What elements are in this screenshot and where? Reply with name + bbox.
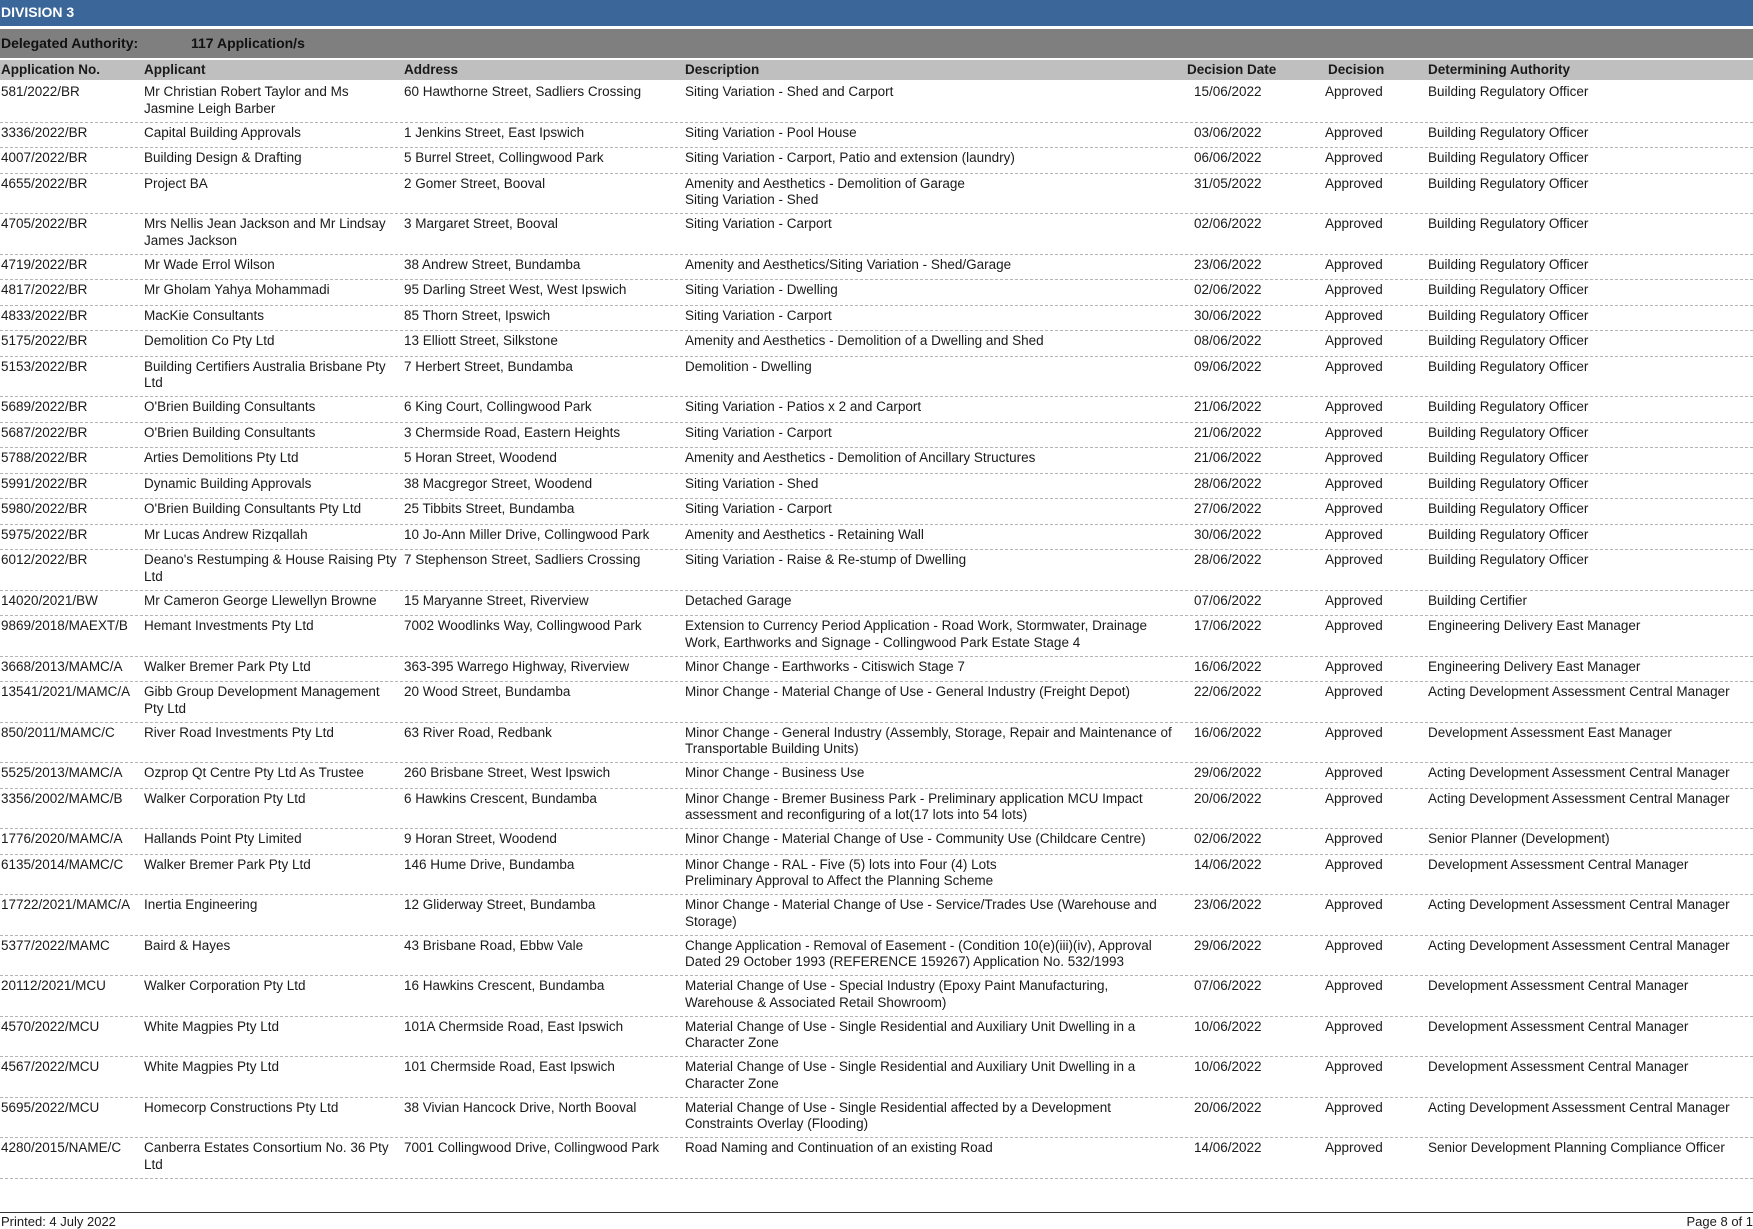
description-cell: Material Change of Use - Special Industry (Epoxy Paint Manufacturing, Warehouse & Associated Retail Showroom) [685,978,1175,1011]
application-number-cell: 850/2011/MAMC/C [1,725,115,742]
delegated-authority-label: Delegated Authority: [1,29,138,58]
decision-cell: Approved [1325,216,1383,233]
table-row [0,1017,1753,1058]
determining-authority-cell: Acting Development Assessment Central Manager [1428,791,1730,808]
table-row [0,936,1753,977]
description-cell: Amenity and Aesthetics - Demolition of Ancillary Structures [685,450,1175,467]
determining-authority-cell: Building Regulatory Officer [1428,216,1588,233]
description-cell: Siting Variation - Pool House [685,125,1175,142]
decision-date-cell: 20/06/2022 [1194,1100,1262,1117]
decision-date-cell: 07/06/2022 [1194,593,1262,610]
determining-authority-cell: Acting Development Assessment Central Manager [1428,765,1730,782]
applicant-cell: River Road Investments Pty Ltd [144,725,399,742]
application-number-cell: 5695/2022/MCU [1,1100,99,1117]
decision-cell: Approved [1325,897,1383,914]
applicant-cell: White Magpies Pty Ltd [144,1059,399,1076]
page-number: Page 8 of 1 [1687,1214,1753,1229]
determining-authority-cell: Development Assessment East Manager [1428,725,1672,742]
column-header-description: Description [685,60,759,80]
application-number-cell: 4833/2022/BR [1,308,87,325]
application-number-cell: 5525/2013/MAMC/A [1,765,123,782]
determining-authority-cell: Senior Planner (Development) [1428,831,1610,848]
applicant-cell: Walker Corporation Pty Ltd [144,978,399,995]
decision-date-cell: 06/06/2022 [1194,150,1262,167]
applicant-cell: O'Brien Building Consultants [144,425,399,442]
description-cell: Siting Variation - Shed [685,476,1175,493]
decision-date-cell: 23/06/2022 [1194,257,1262,274]
address-cell: 7 Herbert Street, Bundamba [404,359,573,376]
applicant-cell: Mr Christian Robert Taylor and Ms Jasmine Leigh Barber [144,84,399,117]
determining-authority-cell: Building Certifier [1428,593,1527,610]
table-row [0,763,1753,789]
determining-authority-cell: Building Regulatory Officer [1428,333,1588,350]
application-number-cell: 5788/2022/BR [1,450,87,467]
decision-cell: Approved [1325,176,1383,193]
description-cell: Detached Garage [685,593,1175,610]
application-number-cell: 4719/2022/BR [1,257,87,274]
column-header-application-no: Application No. [1,60,100,80]
address-cell: 260 Brisbane Street, West Ipswich [404,765,610,782]
applicant-cell: Inertia Engineering [144,897,399,914]
decision-cell: Approved [1325,552,1383,569]
decision-cell: Approved [1325,399,1383,416]
decision-date-cell: 02/06/2022 [1194,282,1262,299]
description-cell: Siting Variation - Carport [685,308,1175,325]
decision-date-cell: 17/06/2022 [1194,618,1262,635]
table-row [0,148,1753,174]
applicant-cell: Capital Building Approvals [144,125,399,142]
table-row [0,499,1753,525]
decision-date-cell: 21/06/2022 [1194,450,1262,467]
description-cell: Minor Change - Material Change of Use - General Industry (Freight Depot) [685,684,1175,701]
address-cell: 5 Horan Street, Woodend [404,450,557,467]
determining-authority-cell: Building Regulatory Officer [1428,425,1588,442]
description-cell: Siting Variation - Carport, Patio and extension (laundry) [685,150,1175,167]
decision-date-cell: 21/06/2022 [1194,399,1262,416]
description-cell: Siting Variation - Patios x 2 and Carport [685,399,1175,416]
applicant-cell: Demolition Co Pty Ltd [144,333,399,350]
decision-cell: Approved [1325,1140,1383,1157]
decision-cell: Approved [1325,659,1383,676]
determining-authority-cell: Building Regulatory Officer [1428,527,1588,544]
application-number-cell: 9869/2018/MAEXT/B [1,618,128,635]
determining-authority-cell: Acting Development Assessment Central Manager [1428,897,1730,914]
application-number-cell: 4007/2022/BR [1,150,87,167]
address-cell: 12 Gliderway Street, Bundamba [404,897,595,914]
applicant-cell: Gibb Group Development Management Pty Ltd [144,684,399,717]
application-number-cell: 6012/2022/BR [1,552,87,569]
address-cell: 101A Chermside Road, East Ipswich [404,1019,623,1036]
applicant-cell: Mr Gholam Yahya Mohammadi [144,282,399,299]
address-cell: 5 Burrel Street, Collingwood Park [404,150,604,167]
applicant-cell: Mr Cameron George Llewellyn Browne [144,593,399,610]
application-number-cell: 14020/2021/BW [1,593,98,610]
application-number-cell: 5377/2022/MAMC [1,938,110,955]
determining-authority-cell: Building Regulatory Officer [1428,125,1588,142]
application-number-cell: 4567/2022/MCU [1,1059,99,1076]
applicant-cell: Hallands Point Pty Limited [144,831,399,848]
table-row [0,280,1753,306]
description-cell: Minor Change - Earthworks - Citiswich Stage 7 [685,659,1175,676]
applicant-cell: Walker Bremer Park Pty Ltd [144,659,399,676]
description-cell: Material Change of Use - Single Residential affected by a Development Constraints Overlay (Flooding) [685,1100,1175,1133]
address-cell: 7002 Woodlinks Way, Collingwood Park [404,618,642,635]
address-cell: 6 King Court, Collingwood Park [404,399,592,416]
decision-date-cell: 30/06/2022 [1194,527,1262,544]
address-cell: 7 Stephenson Street, Sadliers Crossing [404,552,640,569]
determining-authority-cell: Building Regulatory Officer [1428,476,1588,493]
determining-authority-cell: Building Regulatory Officer [1428,84,1588,101]
description-cell: Minor Change - Material Change of Use - Service/Trades Use (Warehouse and Storage) [685,897,1175,930]
decision-cell: Approved [1325,1059,1383,1076]
table-row [0,829,1753,855]
description-cell: Siting Variation - Shed and Carport [685,84,1175,101]
decision-cell: Approved [1325,527,1383,544]
address-cell: 146 Hume Drive, Bundamba [404,857,574,874]
application-count: 117 Application/s [191,29,305,58]
determining-authority-cell: Development Assessment Central Manager [1428,1019,1688,1036]
decision-cell: Approved [1325,476,1383,493]
description-cell: Amenity and Aesthetics - Retaining Wall [685,527,1175,544]
applicant-cell: Mr Lucas Andrew Rizqallah [144,527,399,544]
address-cell: 20 Wood Street, Bundamba [404,684,570,701]
table-row [0,255,1753,281]
determining-authority-cell: Building Regulatory Officer [1428,257,1588,274]
application-number-cell: 5687/2022/BR [1,425,87,442]
decision-date-cell: 29/06/2022 [1194,765,1262,782]
address-cell: 38 Andrew Street, Bundamba [404,257,580,274]
decision-date-cell: 23/06/2022 [1194,897,1262,914]
table-row [0,616,1753,657]
decision-cell: Approved [1325,831,1383,848]
application-number-cell: 4655/2022/BR [1,176,87,193]
description-cell: Minor Change - Bremer Business Park - Preliminary application MCU Impact assessment and reconfiguring of a lot(17 lots into 54 lots) [685,791,1175,824]
description-cell: Minor Change - Business Use [685,765,1175,782]
applicant-cell: Homecorp Constructions Pty Ltd [144,1100,399,1117]
address-cell: 6 Hawkins Crescent, Bundamba [404,791,597,808]
determining-authority-cell: Building Regulatory Officer [1428,552,1588,569]
decision-date-cell: 21/06/2022 [1194,425,1262,442]
description-cell: Amenity and Aesthetics/Siting Variation - Shed/Garage [685,257,1175,274]
decision-date-cell: 02/06/2022 [1194,831,1262,848]
applicant-cell: Mrs Nellis Jean Jackson and Mr Lindsay James Jackson [144,216,399,249]
description-cell: Minor Change - RAL - Five (5) lots into Four (4) Lots Preliminary Approval to Affect the Planning Scheme [685,857,1175,890]
description-cell: Road Naming and Continuation of an existing Road [685,1140,1175,1157]
application-number-cell: 3668/2013/MAMC/A [1,659,123,676]
application-number-cell: 6135/2014/MAMC/C [1,857,123,874]
application-number-cell: 581/2022/BR [1,84,80,101]
table-row [0,174,1753,215]
description-cell: Siting Variation - Carport [685,216,1175,233]
decision-cell: Approved [1325,857,1383,874]
column-header-address: Address [404,60,458,80]
column-header-determining-authority: Determining Authority [1428,60,1570,80]
application-number-cell: 4280/2015/NAME/C [1,1140,121,1157]
application-number-cell: 5153/2022/BR [1,359,87,376]
decision-cell: Approved [1325,125,1383,142]
decision-date-cell: 28/06/2022 [1194,552,1262,569]
applicant-cell: Deano's Restumping & House Raising Pty Ltd [144,552,399,585]
decision-cell: Approved [1325,725,1383,742]
determining-authority-cell: Building Regulatory Officer [1428,176,1588,193]
address-cell: 38 Macgregor Street, Woodend [404,476,592,493]
address-cell: 7001 Collingwood Drive, Collingwood Park [404,1140,659,1157]
table-row [0,123,1753,149]
column-header-applicant: Applicant [144,60,206,80]
table-row [0,214,1753,255]
decision-date-cell: 10/06/2022 [1194,1059,1262,1076]
decision-date-cell: 16/06/2022 [1194,659,1262,676]
decision-date-cell: 16/06/2022 [1194,725,1262,742]
table-header [0,60,1753,80]
table-row [0,525,1753,551]
decision-cell: Approved [1325,501,1383,518]
applicant-cell: Arties Demolitions Pty Ltd [144,450,399,467]
application-number-cell: 3336/2022/BR [1,125,87,142]
decision-cell: Approved [1325,84,1383,101]
decision-date-cell: 27/06/2022 [1194,501,1262,518]
address-cell: 1 Jenkins Street, East Ipswich [404,125,584,142]
address-cell: 9 Horan Street, Woodend [404,831,557,848]
decision-cell: Approved [1325,1019,1383,1036]
table-row [0,789,1753,830]
description-cell: Siting Variation - Raise & Re-stump of Dwelling [685,552,1175,569]
applicant-cell: Baird & Hayes [144,938,399,955]
applicant-cell: Hemant Investments Pty Ltd [144,618,399,635]
decision-date-cell: 28/06/2022 [1194,476,1262,493]
decision-date-cell: 22/06/2022 [1194,684,1262,701]
description-cell: Extension to Currency Period Application - Road Work, Stormwater, Drainage Work, Earthworks and Signage - Collingwood Park Estate Stage 4 [685,618,1175,651]
address-cell: 3 Margaret Street, Booval [404,216,558,233]
decision-date-cell: 30/06/2022 [1194,308,1262,325]
table-row [0,682,1753,723]
decision-date-cell: 07/06/2022 [1194,978,1262,995]
table-row [0,306,1753,332]
applicant-cell: Dynamic Building Approvals [144,476,399,493]
application-number-cell: 17722/2021/MAMC/A [1,897,130,914]
determining-authority-cell: Building Regulatory Officer [1428,399,1588,416]
delegated-authority-bar [0,29,1753,58]
applicant-cell: Canberra Estates Consortium No. 36 Pty Ltd [144,1140,399,1173]
decision-cell: Approved [1325,593,1383,610]
table-row [0,331,1753,357]
decision-cell: Approved [1325,359,1383,376]
table-row [0,1138,1753,1179]
applicant-cell: White Magpies Pty Ltd [144,1019,399,1036]
address-cell: 10 Jo-Ann Miller Drive, Collingwood Park [404,527,649,544]
application-number-cell: 5689/2022/BR [1,399,87,416]
printed-date: Printed: 4 July 2022 [1,1214,116,1229]
applicant-cell: Project BA [144,176,399,193]
applicant-cell: Walker Corporation Pty Ltd [144,791,399,808]
application-number-cell: 5991/2022/BR [1,476,87,493]
decision-cell: Approved [1325,618,1383,635]
decision-date-cell: 14/06/2022 [1194,857,1262,874]
determining-authority-cell: Building Regulatory Officer [1428,282,1588,299]
decision-cell: Approved [1325,282,1383,299]
table-row [0,723,1753,764]
decision-cell: Approved [1325,333,1383,350]
application-number-cell: 4570/2022/MCU [1,1019,99,1036]
application-number-cell: 5980/2022/BR [1,501,87,518]
decision-date-cell: 08/06/2022 [1194,333,1262,350]
table-row [0,895,1753,936]
application-number-cell: 4705/2022/BR [1,216,87,233]
determining-authority-cell: Building Regulatory Officer [1428,450,1588,467]
decision-date-cell: 31/05/2022 [1194,176,1262,193]
address-cell: 16 Hawkins Crescent, Bundamba [404,978,604,995]
application-number-cell: 1776/2020/MAMC/A [1,831,123,848]
determining-authority-cell: Building Regulatory Officer [1428,359,1588,376]
table-row [0,591,1753,617]
applicant-cell: O'Brien Building Consultants Pty Ltd [144,501,399,518]
address-cell: 63 River Road, Redbank [404,725,552,742]
table-row [0,1057,1753,1098]
decision-cell: Approved [1325,938,1383,955]
applicant-cell: Building Design & Drafting [144,150,399,167]
table-row [0,657,1753,683]
table-row [0,423,1753,449]
table-row [0,976,1753,1017]
description-cell: Amenity and Aesthetics - Demolition of a Dwelling and Shed [685,333,1175,350]
description-cell: Amenity and Aesthetics - Demolition of Garage Siting Variation - Shed [685,176,1175,209]
determining-authority-cell: Senior Development Planning Compliance Officer [1428,1140,1725,1157]
determining-authority-cell: Building Regulatory Officer [1428,308,1588,325]
address-cell: 101 Chermside Road, East Ipswich [404,1059,615,1076]
decision-cell: Approved [1325,425,1383,442]
applications-table-body [0,82,1753,1179]
application-number-cell: 5175/2022/BR [1,333,87,350]
decision-cell: Approved [1325,978,1383,995]
applicant-cell: Walker Bremer Park Pty Ltd [144,857,399,874]
decision-date-cell: 14/06/2022 [1194,1140,1262,1157]
application-number-cell: 20112/2021/MCU [1,978,106,995]
application-number-cell: 13541/2021/MAMC/A [1,684,130,701]
footer-divider [0,1212,1753,1213]
table-row [0,397,1753,423]
column-header-decision-date: Decision Date [1187,60,1276,80]
decision-date-cell: 02/06/2022 [1194,216,1262,233]
table-row [0,474,1753,500]
decision-cell: Approved [1325,791,1383,808]
decision-date-cell: 09/06/2022 [1194,359,1262,376]
decision-cell: Approved [1325,450,1383,467]
decision-cell: Approved [1325,765,1383,782]
decision-cell: Approved [1325,1100,1383,1117]
description-cell: Material Change of Use - Single Residential and Auxiliary Unit Dwelling in a Character Zone [685,1059,1175,1092]
address-cell: 13 Elliott Street, Silkstone [404,333,558,350]
applicant-cell: MacKie Consultants [144,308,399,325]
applicant-cell: O'Brien Building Consultants [144,399,399,416]
description-cell: Siting Variation - Carport [685,501,1175,518]
table-row [0,448,1753,474]
decision-cell: Approved [1325,257,1383,274]
table-row [0,82,1753,123]
applicant-cell: Ozprop Qt Centre Pty Ltd As Trustee [144,765,399,782]
determining-authority-cell: Acting Development Assessment Central Manager [1428,684,1730,701]
address-cell: 25 Tibbits Street, Bundamba [404,501,574,518]
table-row [0,1098,1753,1139]
address-cell: 60 Hawthorne Street, Sadliers Crossing [404,84,641,101]
determining-authority-cell: Building Regulatory Officer [1428,501,1588,518]
decision-date-cell: 10/06/2022 [1194,1019,1262,1036]
address-cell: 3 Chermside Road, Eastern Heights [404,425,620,442]
description-cell: Demolition - Dwelling [685,359,1175,376]
division-header [0,0,1753,26]
table-row [0,357,1753,398]
decision-date-cell: 03/06/2022 [1194,125,1262,142]
address-cell: 43 Brisbane Road, Ebbw Vale [404,938,583,955]
decision-cell: Approved [1325,150,1383,167]
determining-authority-cell: Development Assessment Central Manager [1428,857,1688,874]
table-row [0,550,1753,591]
column-header-decision: Decision [1328,60,1384,80]
table-row [0,855,1753,896]
description-cell: Siting Variation - Dwelling [685,282,1175,299]
decision-date-cell: 20/06/2022 [1194,791,1262,808]
application-number-cell: 4817/2022/BR [1,282,87,299]
address-cell: 363-395 Warrego Highway, Riverview [404,659,629,676]
determining-authority-cell: Engineering Delivery East Manager [1428,659,1640,676]
decision-cell: Approved [1325,308,1383,325]
address-cell: 2 Gomer Street, Booval [404,176,545,193]
address-cell: 38 Vivian Hancock Drive, North Booval [404,1100,636,1117]
applicant-cell: Building Certifiers Australia Brisbane Pty Ltd [144,359,399,392]
address-cell: 85 Thorn Street, Ipswich [404,308,550,325]
description-cell: Siting Variation - Carport [685,425,1175,442]
division-title: DIVISION 3 [0,4,74,20]
determining-authority-cell: Engineering Delivery East Manager [1428,618,1640,635]
decision-date-cell: 29/06/2022 [1194,938,1262,955]
decision-cell: Approved [1325,684,1383,701]
determining-authority-cell: Development Assessment Central Manager [1428,1059,1688,1076]
determining-authority-cell: Acting Development Assessment Central Manager [1428,938,1730,955]
applicant-cell: Mr Wade Errol Wilson [144,257,399,274]
description-cell: Minor Change - General Industry (Assembly, Storage, Repair and Maintenance of Transportable Building Units) [685,725,1175,758]
determining-authority-cell: Acting Development Assessment Central Manager [1428,1100,1730,1117]
application-number-cell: 5975/2022/BR [1,527,87,544]
application-number-cell: 3356/2002/MAMC/B [1,791,123,808]
description-cell: Change Application - Removal of Easement - (Condition 10(e)(iii)(iv), Approval Dated 29 October 1993 (REFERENCE 159267) Application No. 532/1993 [685,938,1175,971]
address-cell: 95 Darling Street West, West Ipswich [404,282,626,299]
description-cell: Minor Change - Material Change of Use - Community Use (Childcare Centre) [685,831,1175,848]
determining-authority-cell: Building Regulatory Officer [1428,150,1588,167]
description-cell: Material Change of Use - Single Residential and Auxiliary Unit Dwelling in a Character Zone [685,1019,1175,1052]
determining-authority-cell: Development Assessment Central Manager [1428,978,1688,995]
address-cell: 15 Maryanne Street, Riverview [404,593,589,610]
decision-date-cell: 15/06/2022 [1194,84,1262,101]
